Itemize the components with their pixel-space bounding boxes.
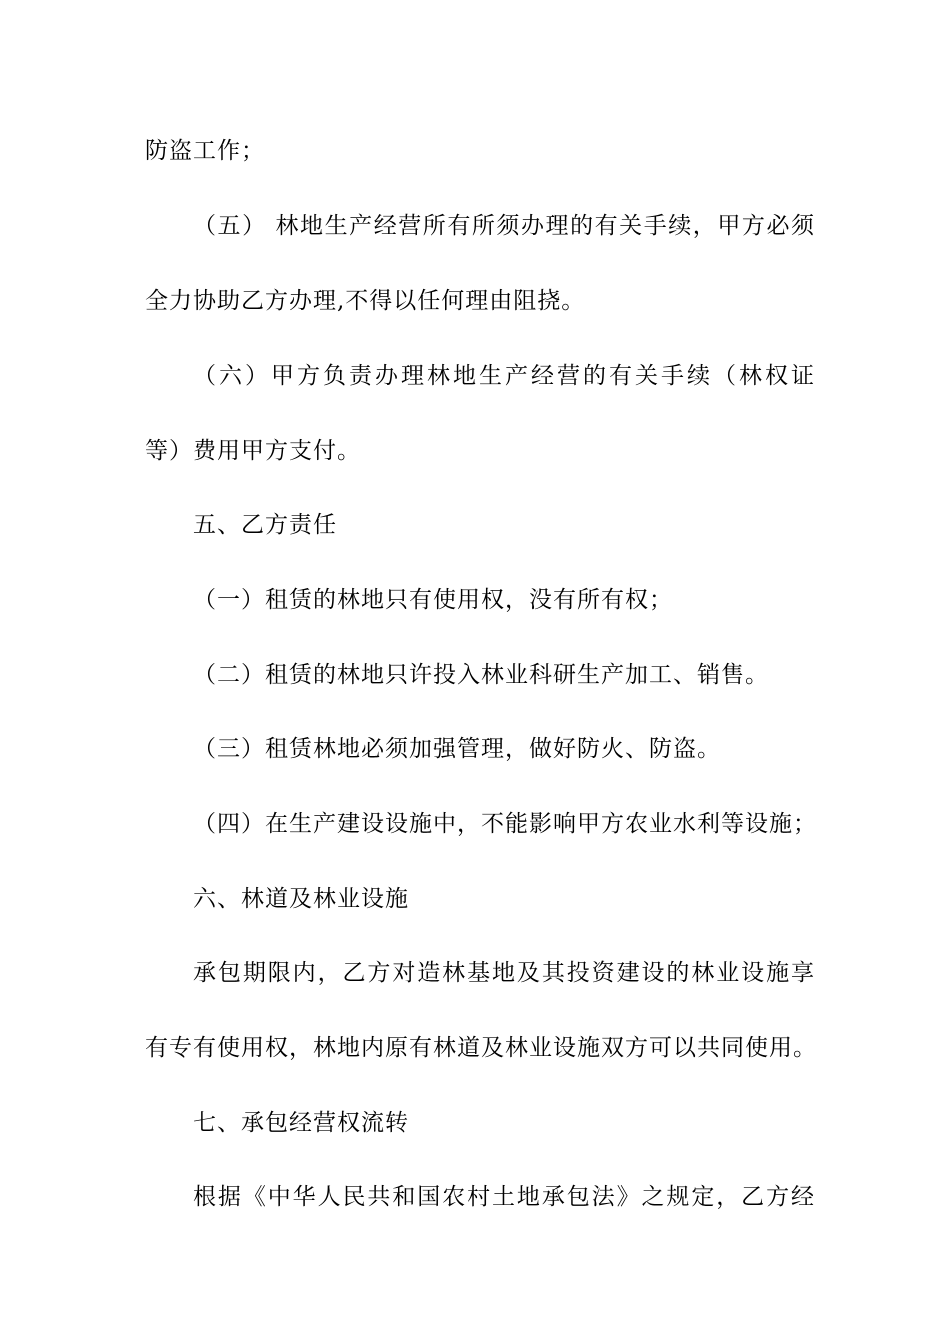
text-line-9: （三）租赁林地必须加强管理，做好防火、防盗。 xyxy=(193,736,721,762)
section-heading-7: 七、承包经营权流转 xyxy=(193,1110,409,1136)
text-line-8: （二）租赁的林地只许投入林业科研生产加工、销售。 xyxy=(193,662,769,688)
text-line-4: （六）甲方负责办理林地生产经营的有关手续（林权证 xyxy=(193,363,815,389)
text-line-1: 防盗工作； xyxy=(145,138,265,164)
text-line-7: （一）租赁的林地只有使用权，没有所有权； xyxy=(193,587,673,613)
text-line-2: （五） 林地生产经营所有所须办理的有关手续，甲方必须 xyxy=(193,213,815,239)
section-heading-5: 五、乙方责任 xyxy=(193,512,337,538)
section-heading-6: 六、林道及林业设施 xyxy=(193,886,409,912)
text-line-3: 全力协助乙方办理,不得以任何理由阻挠。 xyxy=(145,288,586,314)
text-line-15: 根据《中华人民共和国农村土地承包法》之规定，乙方经 xyxy=(193,1184,815,1210)
text-line-12: 承包期限内，乙方对造林基地及其投资建设的林业设施享 xyxy=(193,960,815,986)
text-line-10: （四）在生产建设设施中，不能影响甲方农业水利等设施； xyxy=(193,811,817,837)
text-line-13: 有专有使用权，林地内原有林道及林业设施双方可以共同使用。 xyxy=(145,1035,817,1061)
text-line-5: 等）费用甲方支付。 xyxy=(145,438,361,464)
